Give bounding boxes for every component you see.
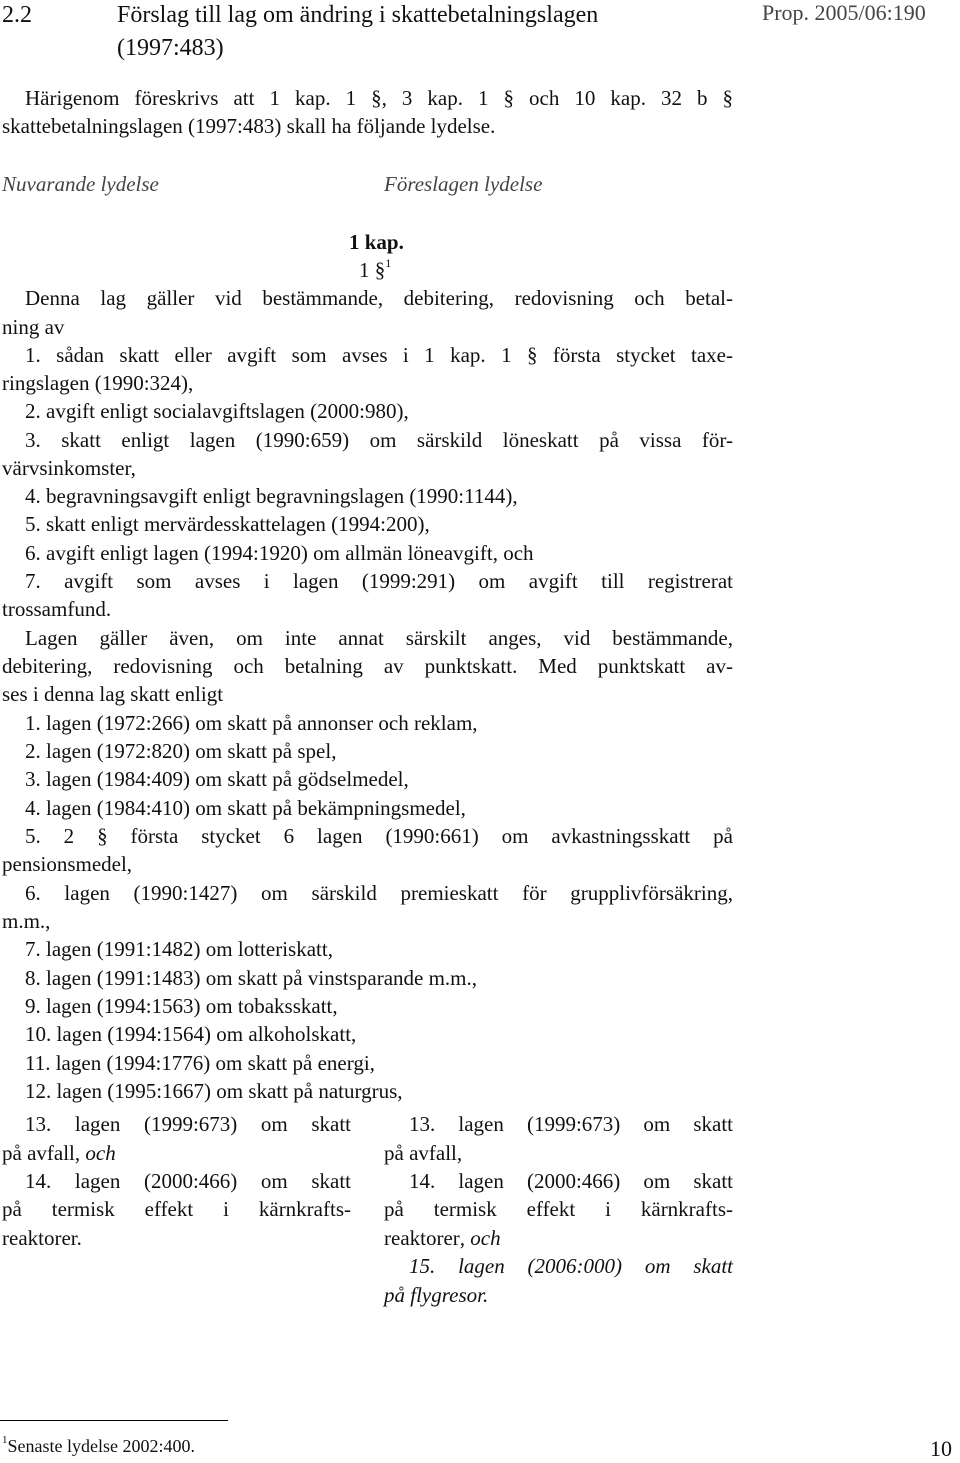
list-item-6: 6. avgift enligt lagen (1994:1920) om allmän löneavgift, och	[25, 541, 534, 565]
list-item-1: 1. sådan skatt eller avgift som avses i 1 kap. 1 § första stycket taxe-	[25, 343, 733, 367]
page-number: 10	[930, 1436, 952, 1461]
chapter-heading: 1 kap.	[349, 230, 404, 254]
body-p1-line-2: ning av	[2, 315, 65, 339]
current-item-13: 13. lagen (1999:673) om skatt	[25, 1112, 351, 1136]
tax-list-item-3: 3. lagen (1984:409) om skatt på gödselmedel,	[25, 767, 409, 791]
proposed-item-14-cont: på termisk effekt i kärnkrafts-	[384, 1197, 733, 1221]
proposed-item-13: 13. lagen (1999:673) om skatt	[409, 1112, 733, 1136]
body-p2-line-3: ses i denna lag skatt enligt	[2, 682, 224, 706]
proposed-item-14-end	[384, 1226, 501, 1251]
current-item-13-cont	[2, 1141, 116, 1166]
current-item-13-conjunction: och	[85, 1141, 116, 1165]
body-p1-line-1: Denna lag gäller vid bestämmande, debitering, redovisning och betal-	[25, 286, 733, 310]
section-title: Förslag till lag om ändring i skattebetalningslagen	[117, 2, 599, 28]
footnote-divider	[0, 1420, 228, 1421]
tax-list-item-11: 11. lagen (1994:1776) om skatt på energi,	[25, 1051, 375, 1075]
tax-list-item-12: 12. lagen (1995:1667) om skatt på naturgrus,	[25, 1079, 403, 1103]
section-number: 2.2	[2, 2, 32, 28]
list-item-2: 2. avgift enligt socialavgiftslagen (2000:980),	[25, 399, 409, 423]
paragraph-label: 1 §	[359, 258, 386, 282]
proposition-reference: Prop. 2005/06:190	[762, 0, 926, 25]
tax-list-item-7: 7. lagen (1991:1482) om lotteriskatt,	[25, 937, 333, 961]
column-proposed-heading: Föreslagen lydelse	[384, 172, 543, 196]
tax-list-item-9: 9. lagen (1994:1563) om tobaksskatt,	[25, 994, 338, 1018]
tax-list-item-5: 5. 2 § första stycket 6 lagen (1990:661) om avkastningsskatt på	[25, 824, 733, 848]
list-item-5: 5. skatt enligt mervärdesskattelagen (1994:200),	[25, 512, 430, 536]
current-item-14-end: reaktorer.	[2, 1226, 82, 1250]
footnote-text: Senaste lydelse 2002:400.	[7, 1436, 195, 1456]
footnote-reference: 1	[385, 256, 392, 270]
list-item-1-cont: ringslagen (1990:324),	[2, 371, 194, 395]
list-item-3-cont: värvsinkomster,	[2, 456, 136, 480]
proposed-item-14-conjunction: , och	[459, 1226, 501, 1250]
footnote-marker: 1	[2, 1434, 8, 1446]
list-item-3: 3. skatt enligt lagen (1990:659) om särskild löneskatt på vissa för-	[25, 428, 733, 452]
column-current-heading: Nuvarande lydelse	[2, 172, 159, 196]
intro-line-2: skattebetalningslagen (1997:483) skall ha följande lydelse.	[2, 114, 496, 138]
proposed-item-14: 14. lagen (2000:466) om skatt	[409, 1169, 733, 1193]
current-item-13-text: på avfall,	[2, 1141, 86, 1165]
tax-list-item-1: 1. lagen (1972:266) om skatt på annonser och reklam,	[25, 711, 478, 735]
list-item-7: 7. avgift som avses i lagen (1999:291) om avgift till registrerat	[25, 569, 733, 593]
body-p2-line-2: debitering, redovisning och betalning av punktskatt. Med punktskatt av-	[2, 654, 733, 678]
proposed-item-13-cont: på avfall,	[384, 1141, 463, 1165]
tax-list-item-8: 8. lagen (1991:1483) om skatt på vinstsparande m.m.,	[25, 966, 478, 990]
proposed-item-15: 15. lagen (2006:000) om skatt	[409, 1254, 733, 1278]
current-item-14-cont: på termisk effekt i kärnkrafts-	[2, 1197, 351, 1221]
section-title-cont: (1997:483)	[117, 35, 224, 61]
footnote	[2, 1436, 195, 1457]
proposed-item-14-text: reaktorer	[384, 1226, 460, 1250]
current-item-14: 14. lagen (2000:466) om skatt	[25, 1169, 351, 1193]
tax-list-item-5-cont: pensionsmedel,	[2, 852, 133, 876]
tax-list-item-6-cont: m.m.,	[2, 909, 51, 933]
tax-list-item-10: 10. lagen (1994:1564) om alkoholskatt,	[25, 1022, 357, 1046]
body-p2-line-1: Lagen gäller även, om inte annat särskilt anges, vid bestämmande,	[25, 626, 733, 650]
proposed-item-15-cont: på flygresor.	[384, 1283, 489, 1307]
list-item-4: 4. begravningsavgift enligt begravningslagen (1990:1144),	[25, 484, 518, 508]
list-item-7-cont: trossamfund.	[2, 597, 112, 621]
tax-list-item-6: 6. lagen (1990:1427) om särskild premieskatt för grupplivförsäkring,	[25, 881, 733, 905]
tax-list-item-4: 4. lagen (1984:410) om skatt på bekämpningsmedel,	[25, 796, 466, 820]
intro-line-1: Härigenom föreskrivs att 1 kap. 1 §, 3 kap. 1 § och 10 kap. 32 b §	[25, 86, 733, 110]
paragraph-heading	[359, 258, 391, 283]
tax-list-item-2: 2. lagen (1972:820) om skatt på spel,	[25, 739, 337, 763]
